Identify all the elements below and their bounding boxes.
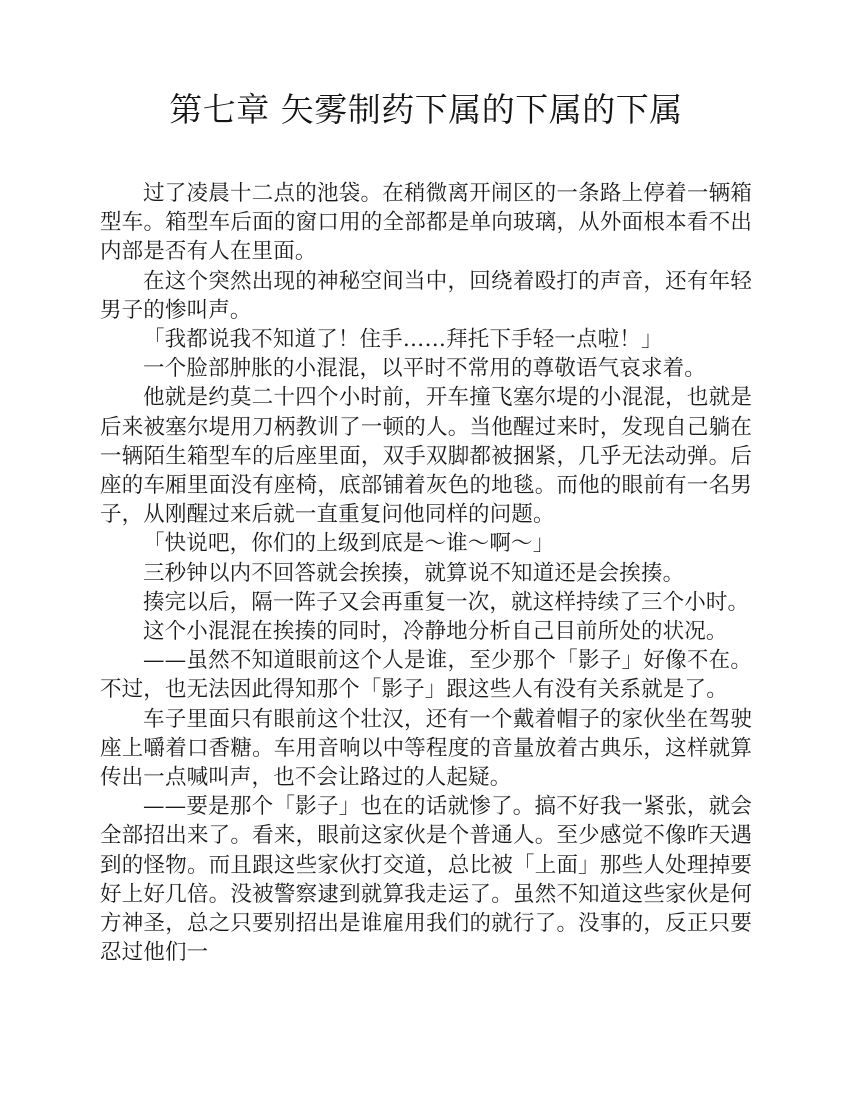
paragraph: 这个小混混在挨揍的同时，冷静地分析自己目前所处的状况。 [143,619,728,645]
page-content [100,0,752,967]
paragraph: ——要是那个「影子」也在的话就惨了。搞不好我一紧张，就会全部招出来了。看来，眼前这家伙是个普通人。至少感觉不像昨天遇到的怪物。而且跟这些家伙打交道，总比被「上面」那些人处理掉要好上好几倍。没被警察逮到就算我走运了。虽然不知道这些家伙是何方神圣，总之只要别招出是谁雇用我们的就行了。没事的，反正只要忍过他们一 [100,794,752,966]
chapter-title: 第七章 矢雾制药下属的下属的下属 [169,90,683,129]
dialogue-paragraph: 「快说吧，你们的上级到底是～谁～啊～」 [143,531,555,557]
paragraph: 三秒钟以内不回答就会挨揍，就算说不知道还是会挨揍。 [143,560,685,586]
paragraph: 车子里面只有眼前这个壮汉，还有一个戴着帽子的家伙坐在驾驶座上嚼着口香糖。车用音响以中等程度的音量放着古典乐，这样就算传出一点喊叫声，也不会让路过的人起疑。 [100,706,752,791]
paragraph: ——虽然不知道眼前这个人是谁，至少那个「影子」好像不在。不过，也无法因此得知那个「影子」跟这些人有没有关系就是了。 [100,648,752,703]
body-text [100,179,752,967]
paragraph: 揍完以后，隔一阵子又会再重复一次，就这样持续了三个小时。 [143,589,750,615]
paragraph: 他就是约莫二十四个小时前，开车撞飞塞尔堤的小混混，也就是后来被塞尔堤用刀柄教训了一顿的人。当他醒过来时，发现自己躺在一辆陌生箱型车的后座里面，双手双脚都被捆紧，几乎无法动弹。后座的车厢里面没有座椅，底部铺着灰色的地毯。而他的眼前有一名男子，从刚醒过来后就一直重复问他同样的问题。 [100,385,752,528]
paragraph: 在这个突然出现的神秘空间当中，回绕着殴打的声音，还有年轻男子的惨叫声。 [100,268,752,323]
paragraph: 过了凌晨十二点的池袋。在稍微离开闹区的一条路上停着一辆箱型车。箱型车后面的窗口用的全部都是单向玻璃，从外面根本看不出内部是否有人在里面。 [100,181,752,265]
dialogue-paragraph: 「我都说我不知道了！住手……拜托下手轻一点啦！」 [143,327,663,353]
paragraph: 一个脸部肿胀的小混混，以平时不常用的尊敬语气哀求着。 [143,356,706,382]
